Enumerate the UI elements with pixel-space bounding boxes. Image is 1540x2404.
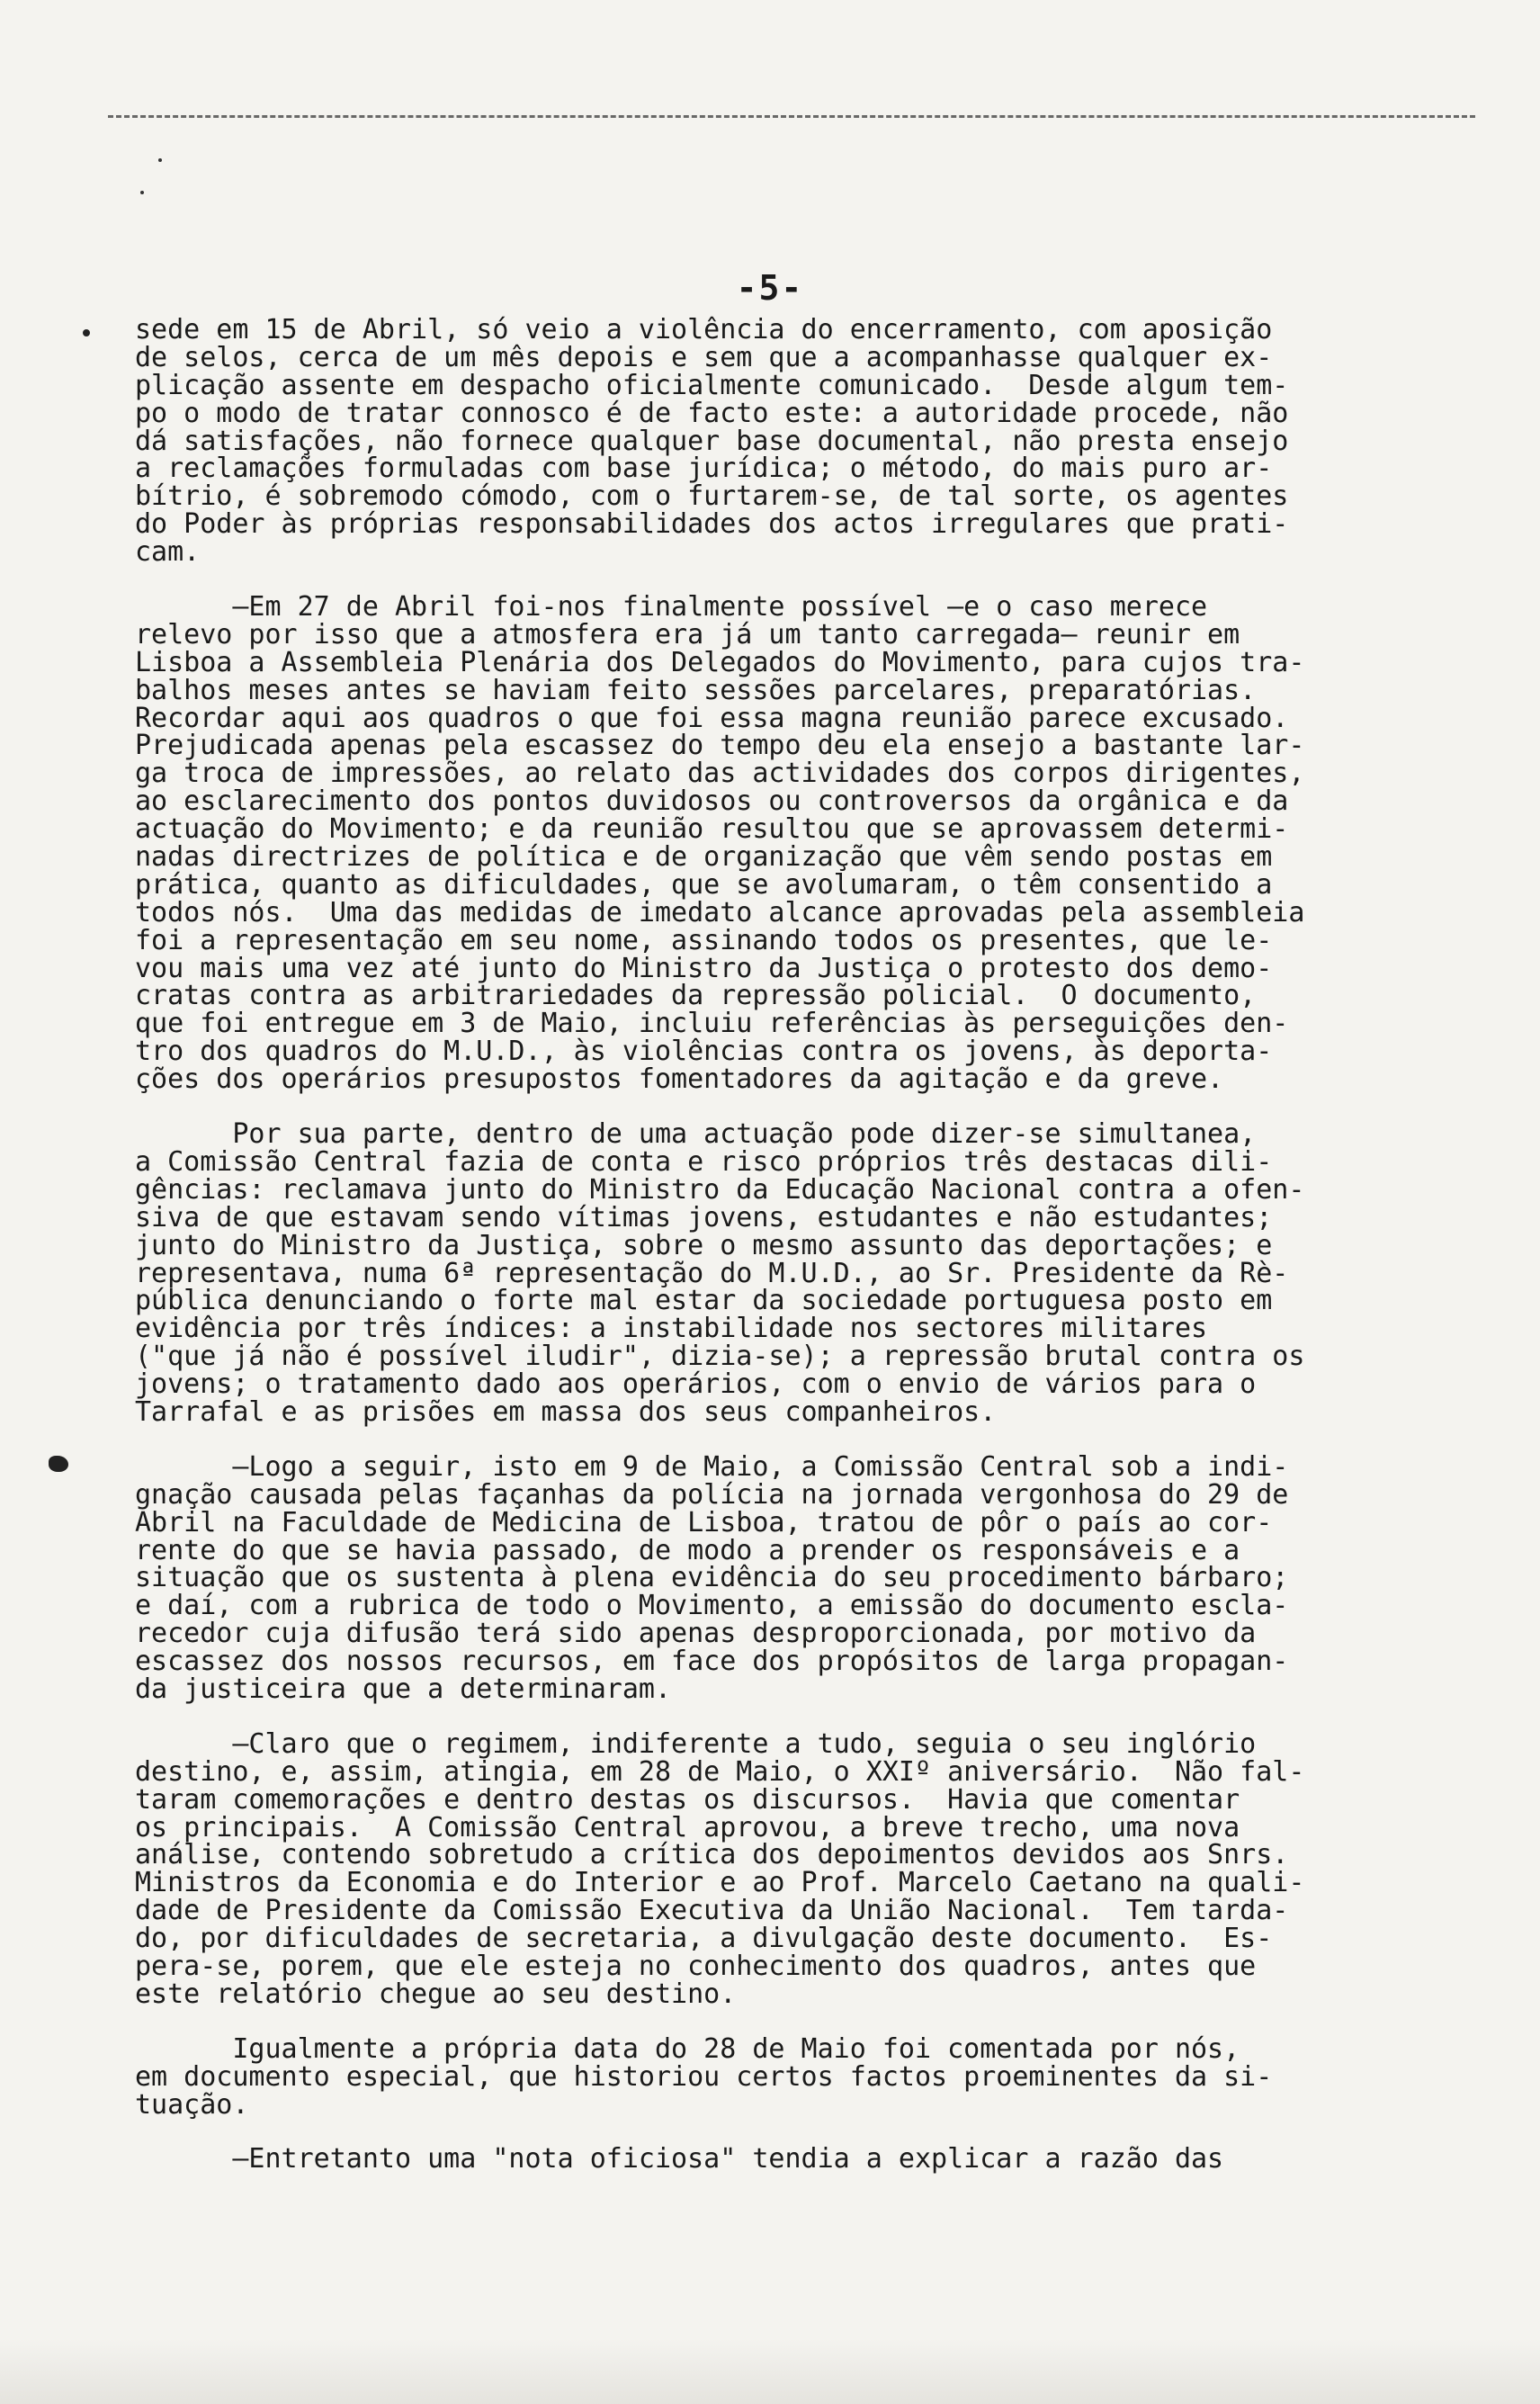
text-line: foi a representação em seu nome, assinando todos os presentes, que le-: [135, 924, 1273, 956]
text-line: pública denunciando o forte mal estar da sociedade portuguesa posto em: [135, 1285, 1273, 1317]
text-line: este relatório chegue ao seu destino.: [135, 1978, 737, 2010]
text-line: Tarrafal e as prisões em massa dos seus companheiros.: [135, 1395, 997, 1428]
text-line: do, por dificuldades de secretaria, a divulgação deste documento. Es-: [135, 1923, 1273, 1955]
text-line: rente do que se havia passado, de modo a prender os responsáveis e a: [135, 1534, 1240, 1566]
text-line: a reclamações formuladas com base jurídica; o método, do mais puro ar-: [135, 453, 1273, 485]
text-line: Ministros da Economia e do Interior e ao Prof. Marcelo Caetano na quali-: [135, 1867, 1305, 1899]
text-line: —Logo a seguir, isto em 9 de Maio, a Comissão Central sob a indi-: [135, 1450, 1289, 1483]
text-line: ga troca de impressões, ao relato das actividades dos corpos dirigentes,: [135, 758, 1305, 790]
text-line: cratas contra as arbitrariedades da repressão policial. O documento,: [135, 980, 1257, 1012]
text-line: os principais. A Comissão Central aprovou, a breve trecho, uma nova: [135, 1811, 1240, 1843]
text-line: siva de que estavam sendo vítimas jovens, estudantes e não estudantes;: [135, 1201, 1273, 1233]
text-line: jovens; o tratamento dado aos operários, com o envio de vários para o: [135, 1368, 1257, 1401]
margin-mark: [83, 329, 90, 336]
page-number: -5-: [736, 268, 804, 308]
text-line: vou mais uma vez até junto do Ministro da Justiça o protesto dos demo-: [135, 952, 1273, 984]
paragraph: [135, 1450, 1466, 1705]
ink-speck: [158, 158, 162, 162]
text-line: prática, quanto as dificuldades, que se avolumaram, o têm consentido a: [135, 868, 1273, 901]
text-line: em documento especial, que historiou certos factos proeminentes da si-: [135, 2060, 1273, 2093]
text-line: dade de Presidente da Comissão Executiva da União Nacional. Tem tarda-: [135, 1895, 1289, 1927]
text-line: que foi entregue em 3 de Maio, incluiu referências às perseguições den-: [135, 1008, 1289, 1040]
text-line: tro dos quadros do M.U.D., às violências contra os jovens, às deporta-: [135, 1036, 1273, 1068]
text-line: Igualmente a própria data do 28 de Maio foi comentada por nós,: [135, 2032, 1240, 2065]
paragraph: [135, 2143, 1466, 2175]
text-line: cam.: [135, 536, 201, 569]
ink-speck: [140, 191, 144, 194]
text-line: da justiceira que a determinaram.: [135, 1673, 672, 1705]
text-line: recedor cuja difusão terá sido apenas desproporcionada, por motivo da: [135, 1618, 1257, 1650]
text-line: destino, e, assim, atingia, em 28 de Maio, o XXIº aniversário. Não fal-: [135, 1755, 1305, 1788]
scan-edge-shadow: [0, 2339, 1540, 2404]
document-body: [135, 314, 1466, 2201]
text-line: Por sua parte, dentro de uma actuação pode dizer-se simultanea,: [135, 1118, 1257, 1151]
text-line: sede em 15 de Abril, só veio a violência do encerramento, com aposição: [135, 314, 1273, 345]
text-line: ções dos operários presupostos fomentadores da agitação e da greve.: [135, 1063, 1224, 1096]
paragraph: [135, 1118, 1466, 1428]
header-rule: [108, 115, 1475, 118]
ink-blot: [49, 1456, 68, 1472]
text-line: junto do Ministro da Justiça, sobre o mesmo assunto das deportações; e: [135, 1229, 1273, 1261]
text-line: po o modo de tratar connosco é de facto este: a autoridade procede, não: [135, 397, 1289, 429]
text-line: de selos, cerca de um mês depois e sem que a acompanhasse qualquer ex-: [135, 341, 1273, 373]
text-line: relevo por isso que a atmosfera era já um tanto carregada— reunir em: [135, 618, 1240, 650]
paragraph: [135, 2032, 1466, 2121]
paragraph: [135, 1727, 1466, 2010]
text-line: situação que os sustenta à plena evidência do seu procedimento bárbaro;: [135, 1562, 1289, 1594]
text-line: a Comissão Central fazia de conta e risco próprios três destacas dili-: [135, 1145, 1273, 1178]
text-line: Abril na Faculdade de Medicina de Lisboa, tratou de pôr o país ao cor-: [135, 1506, 1273, 1538]
text-line: evidência por três índices: a instabilidade nos sectores militares: [135, 1313, 1208, 1345]
text-line: do Poder às próprias responsabilidades dos actos irregulares que prati-: [135, 508, 1289, 541]
text-line: Recordar aqui aos quadros o que foi essa magna reunião parece excusado.: [135, 702, 1289, 734]
text-line: plicação assente em despacho oficialmente comunicado. Desde algum tem-: [135, 369, 1289, 401]
text-line: Lisboa a Assembleia Plenária dos Delegados do Movimento, para cujos tra-: [135, 646, 1305, 678]
text-line: balhos meses antes se haviam feito sessões parcelares, preparatórias.: [135, 674, 1257, 706]
text-line: actuação do Movimento; e da reunião resultou que se aprovassem determi-: [135, 813, 1289, 846]
text-line: ("que já não é possível iludir", dizia-se); a repressão brutal contra os: [135, 1341, 1305, 1373]
text-line: e daí, com a rubrica de todo o Movimento, a emissão do documento escla-: [135, 1590, 1289, 1622]
text-line: representava, numa 6ª representação do M.U.D., ao Sr. Presidente da Rè-: [135, 1257, 1289, 1289]
paragraph: [135, 314, 1466, 569]
text-line: gências: reclamava junto do Ministro da Educação Nacional contra a ofen-: [135, 1173, 1305, 1206]
text-line: ao esclarecimento dos pontos duvidosos ou controversos da orgânica e da: [135, 785, 1289, 818]
text-line: pera-se, porem, que ele esteja no conhecimento dos quadros, antes que: [135, 1950, 1257, 1982]
text-line: —Em 27 de Abril foi-nos finalmente possível —e o caso merece: [135, 591, 1208, 623]
text-line: todos nós. Uma das medidas de imedato alcance aprovadas pela assembleia: [135, 896, 1305, 928]
text-line: escassez dos nossos recursos, em face dos propósitos de larga propagan-: [135, 1646, 1289, 1678]
text-line: dá satisfações, não fornece qualquer base documental, não presta ensejo: [135, 425, 1289, 457]
text-line: —Entretanto uma "nota oficiosa" tendia a explicar a razão das: [135, 2143, 1224, 2175]
text-line: nadas directrizes de política e de organização que vêm sendo postas em: [135, 841, 1273, 874]
text-line: bítrio, é sobremodo cómodo, com o furtarem-se, de tal sorte, os agentes: [135, 480, 1289, 513]
text-line: tuação.: [135, 2088, 249, 2121]
text-line: —Claro que o regimem, indiferente a tudo, seguia o seu inglório: [135, 1727, 1257, 1760]
text-line: taram comemorações e dentro destas os discursos. Havia que comentar: [135, 1783, 1240, 1816]
text-line: análise, contendo sobretudo a crítica dos depoimentos devidos aos Snrs.: [135, 1839, 1289, 1871]
text-line: Prejudicada apenas pela escassez do tempo deu ela ensejo a bastante lar-: [135, 730, 1305, 762]
paragraph: [135, 591, 1466, 1096]
text-line: gnação causada pelas façanhas da polícia na jornada vergonhosa do 29 de: [135, 1478, 1289, 1511]
